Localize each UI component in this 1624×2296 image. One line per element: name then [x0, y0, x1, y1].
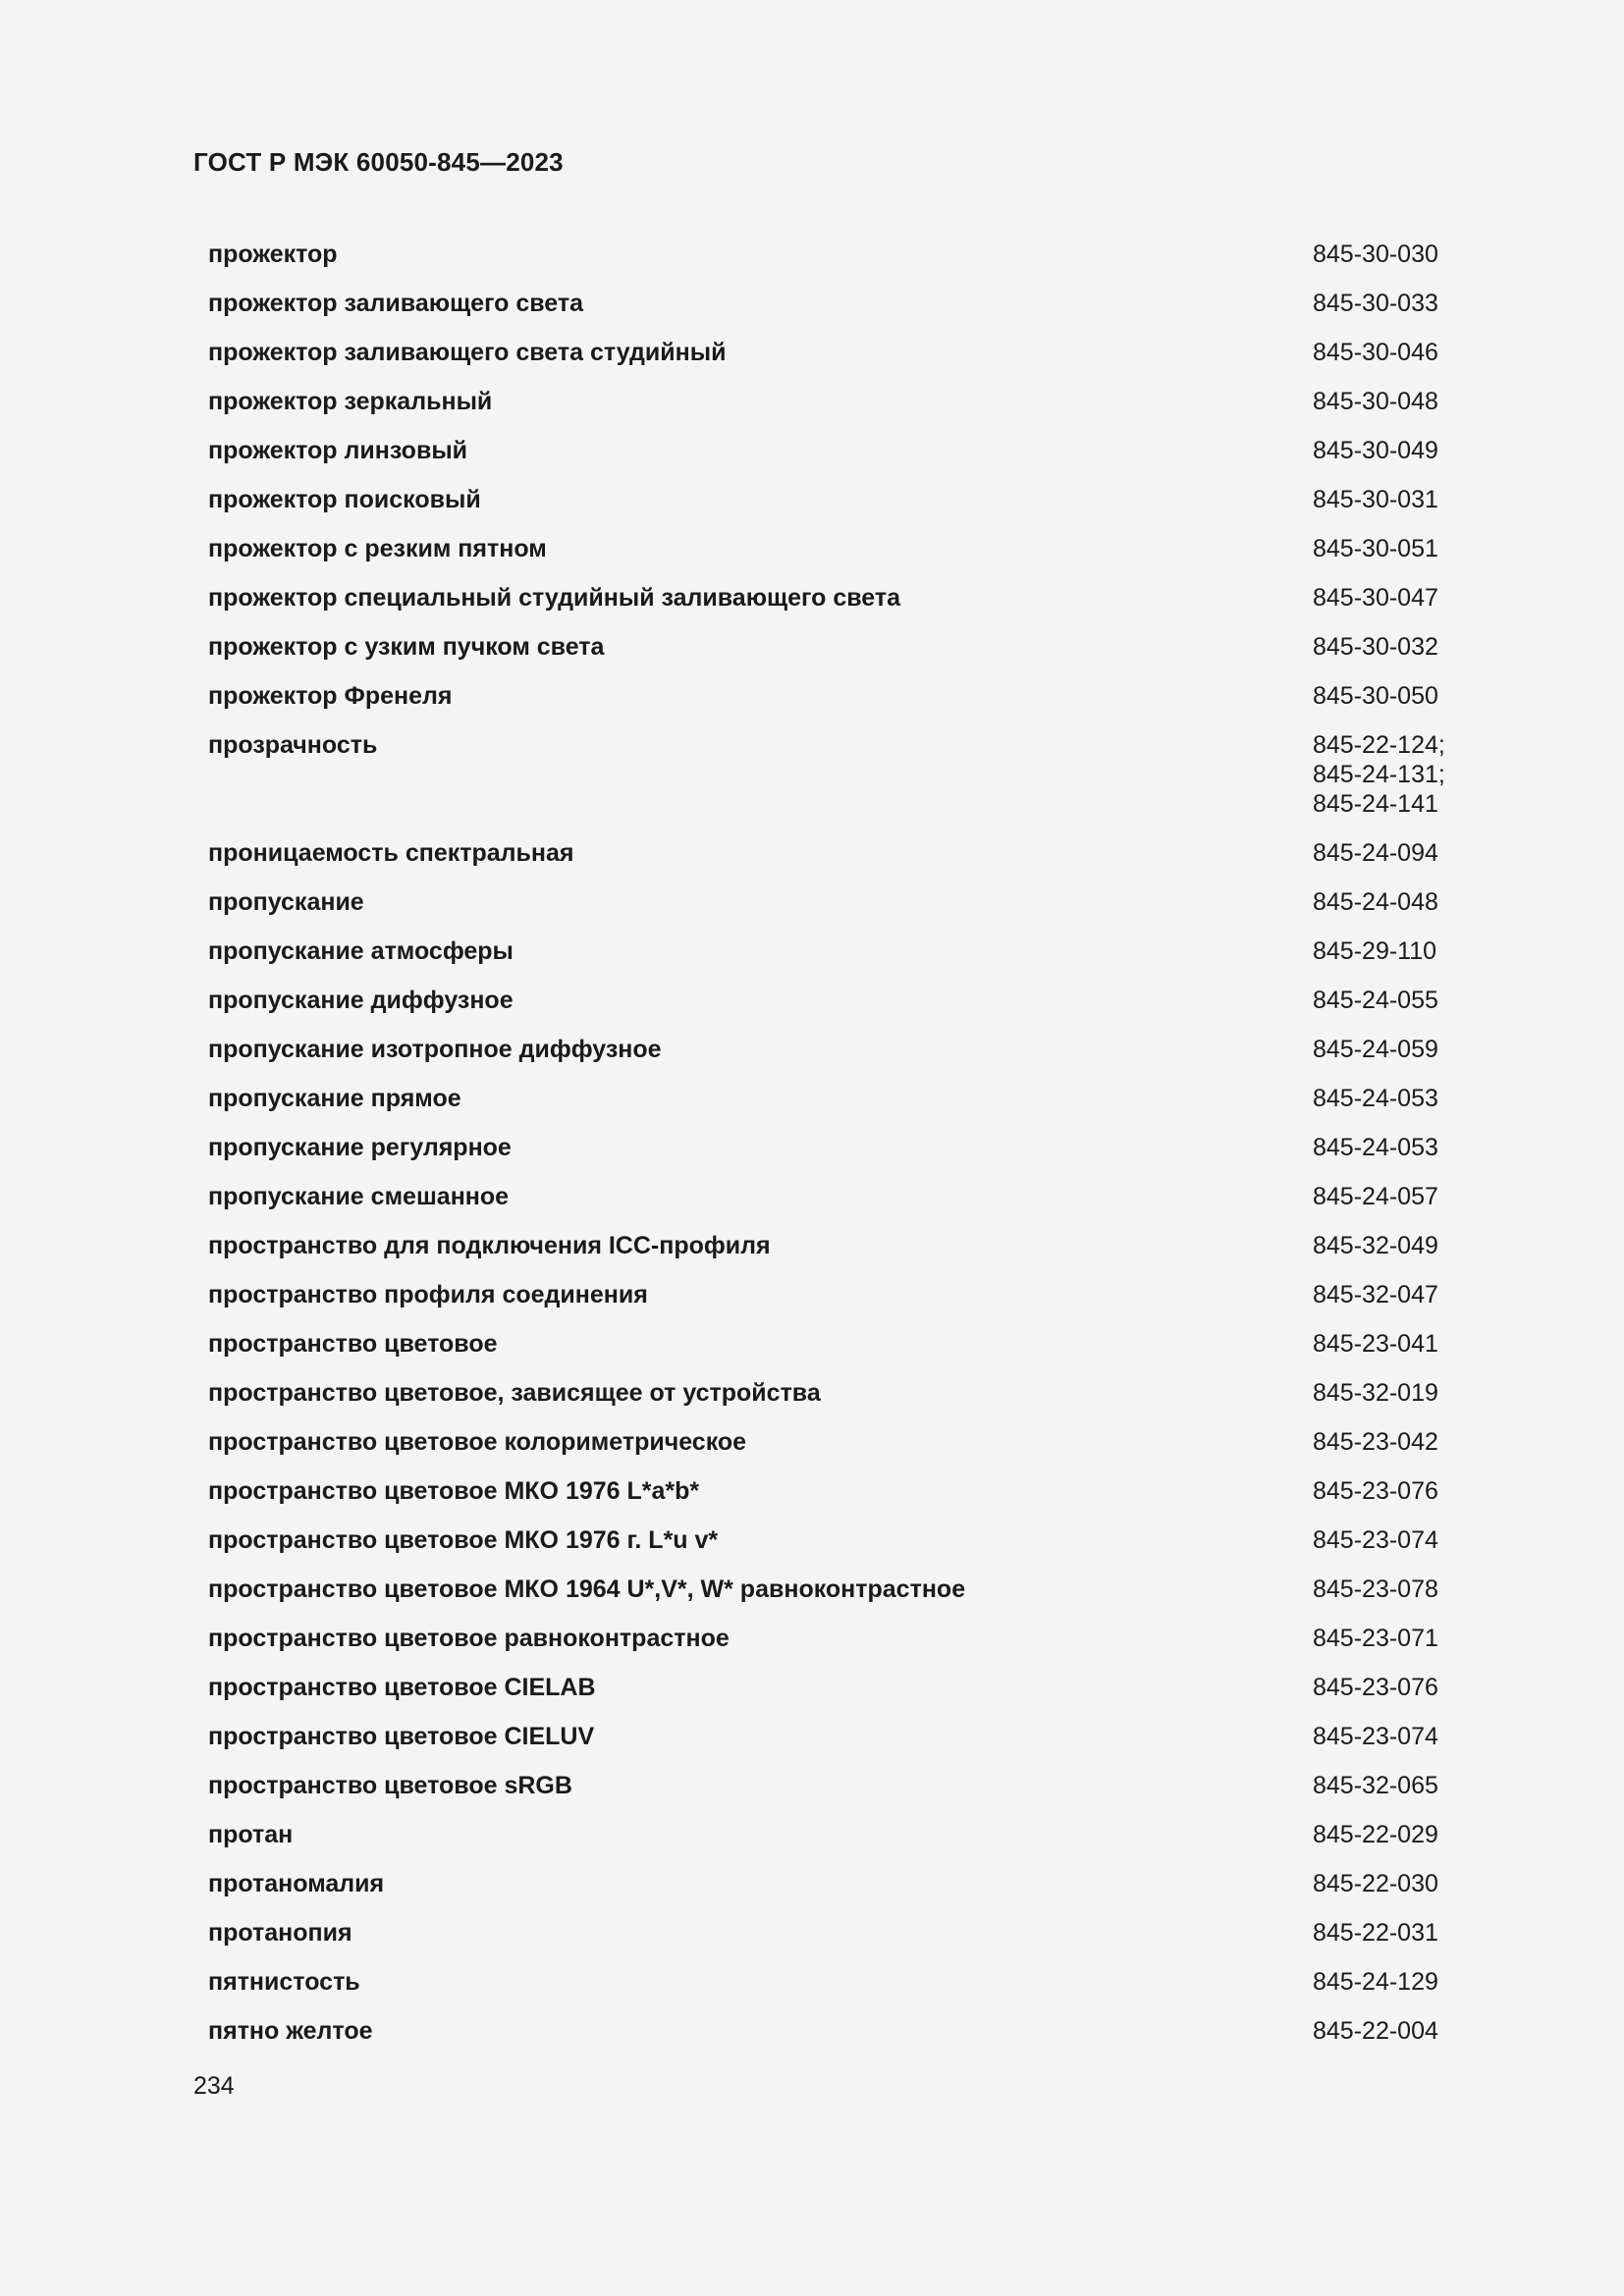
- index-term: пропускание изотропное диффузное: [208, 1036, 662, 1063]
- index-term: прожектор с узким пучком света: [208, 633, 605, 661]
- index-entry: [208, 1133, 1465, 1182]
- index-entry: [208, 730, 1465, 838]
- index-entry: [208, 1673, 1465, 1722]
- index-refs: [1313, 1673, 1438, 1702]
- index-term: пространство для подключения ICC-профиля: [208, 1232, 771, 1259]
- index-ref: 845-24-059: [1313, 1036, 1438, 1063]
- index-ref: 845-30-031: [1313, 486, 1438, 513]
- index-term: прожектор заливающего света студийный: [208, 339, 727, 366]
- index-refs: [1313, 681, 1438, 711]
- index-entry: [208, 1084, 1465, 1133]
- index-entry: [208, 1624, 1465, 1673]
- index-term: пространство цветовое, зависящее от устройства: [208, 1379, 821, 1407]
- index-refs: [1313, 240, 1438, 269]
- index-ref: 845-32-049: [1313, 1232, 1438, 1259]
- index-refs: [1313, 1133, 1438, 1162]
- index-ref: 845-23-076: [1313, 1477, 1438, 1505]
- index-refs: [1313, 887, 1438, 917]
- index-entry: [208, 583, 1465, 632]
- index-term: прозрачность: [208, 731, 378, 759]
- index-refs: [1313, 1329, 1438, 1359]
- index-term: пространство цветовое: [208, 1330, 498, 1358]
- index-ref: 845-30-030: [1313, 240, 1438, 268]
- index-refs: [1313, 534, 1438, 563]
- index-refs: [1313, 436, 1438, 465]
- index-ref: 845-30-047: [1313, 584, 1438, 612]
- index-entry: [208, 936, 1465, 986]
- index-refs: [1313, 583, 1438, 613]
- index-ref: 845-22-004: [1313, 2017, 1438, 2045]
- index-term: прожектор поисковый: [208, 486, 481, 513]
- index-refs: [1313, 1035, 1438, 1064]
- index-entry: [208, 436, 1465, 485]
- index-refs: [1313, 1525, 1438, 1555]
- index-term: пятнистость: [208, 1968, 360, 1996]
- index-ref: 845-30-049: [1313, 437, 1438, 464]
- index-term: пространство цветовое МКО 1976 L*a*b*: [208, 1477, 700, 1505]
- index-entry: [208, 1476, 1465, 1525]
- page-number: 234: [193, 2072, 235, 2100]
- index-refs: [1313, 1280, 1438, 1309]
- index-refs: [1313, 1918, 1438, 1948]
- index-ref: 845-22-031: [1313, 1919, 1438, 1947]
- index-ref: 845-32-065: [1313, 1772, 1438, 1799]
- index-term: пространство цветовое МКО 1976 г. L*u v*: [208, 1526, 719, 1554]
- index-refs: [1313, 2016, 1438, 2046]
- index-entry: [208, 1918, 1465, 1967]
- index-ref: 845-24-053: [1313, 1085, 1438, 1112]
- index-term: прожектор зеркальный: [208, 388, 493, 415]
- index-entry: [208, 1575, 1465, 1624]
- index-refs: [1313, 485, 1438, 514]
- index-term: пропускание атмосферы: [208, 937, 514, 965]
- index-term: пространство цветовое CIELUV: [208, 1723, 595, 1750]
- index-entry: [208, 1035, 1465, 1084]
- index-refs: [1313, 986, 1438, 1015]
- index-term: протан: [208, 1821, 294, 1848]
- index-term: прожектор заливающего света: [208, 290, 584, 317]
- index-ref: 845-32-019: [1313, 1379, 1438, 1407]
- index-term: прожектор Френеля: [208, 682, 453, 710]
- index-refs: [1313, 1378, 1438, 1408]
- index-refs: [1313, 1231, 1438, 1260]
- index-term: проницаемость спектральная: [208, 839, 574, 867]
- index-entry: [208, 485, 1465, 534]
- index-refs: [1313, 1820, 1438, 1849]
- index-ref: 845-23-074: [1313, 1723, 1438, 1750]
- index-term: пятно желтое: [208, 2017, 373, 2045]
- index-entry: [208, 986, 1465, 1035]
- document-header: ГОСТ Р МЭК 60050-845—2023: [193, 147, 564, 177]
- index-term: прожектор специальный студийный заливающего света: [208, 584, 901, 612]
- index-term: пространство цветовое sRGB: [208, 1772, 572, 1799]
- index-term: прожектор линзовый: [208, 437, 468, 464]
- index-term: протаномалия: [208, 1870, 385, 1897]
- index-ref: 845-32-047: [1313, 1281, 1438, 1308]
- index-entry: [208, 1182, 1465, 1231]
- index-term: пропускание: [208, 888, 364, 916]
- index-ref: 845-23-042: [1313, 1428, 1438, 1456]
- index-entry: [208, 1378, 1465, 1427]
- index-ref: 845-30-050: [1313, 682, 1438, 710]
- index-ref: 845-24-048: [1313, 888, 1438, 916]
- index-ref: 845-22-030: [1313, 1870, 1438, 1897]
- index-ref: 845-24-057: [1313, 1183, 1438, 1210]
- index-term: прожектор с резким пятном: [208, 535, 547, 562]
- index-entry: [208, 338, 1465, 387]
- index-ref: 845-30-051: [1313, 535, 1438, 562]
- index-ref: 845-24-053: [1313, 1134, 1438, 1161]
- index-entry: [208, 1231, 1465, 1280]
- index-refs: [1313, 1771, 1438, 1800]
- index-entry: [208, 681, 1465, 730]
- index-entry: [208, 887, 1465, 936]
- index-entry: [208, 534, 1465, 583]
- index-term: пространство профиля соединения: [208, 1281, 648, 1308]
- index-ref: 845-23-078: [1313, 1575, 1438, 1603]
- index-entry: [208, 289, 1465, 338]
- index-entry: [208, 838, 1465, 887]
- index-term: пространство цветовое равноконтрастное: [208, 1625, 730, 1652]
- index-entry: [208, 387, 1465, 436]
- index-entry: [208, 1280, 1465, 1329]
- index-ref: 845-24-055: [1313, 987, 1438, 1014]
- index-refs: [1313, 1182, 1438, 1211]
- index-ref: 845-22-029: [1313, 1821, 1438, 1848]
- index-entry: [208, 1820, 1465, 1869]
- index-ref: 845-30-046: [1313, 339, 1438, 366]
- index-ref: 845-29-110: [1313, 937, 1437, 965]
- index-ref: 845-23-071: [1313, 1625, 1438, 1652]
- index-ref: 845-24-141: [1313, 790, 1438, 818]
- index-refs: [1313, 936, 1436, 966]
- index-term: пространство цветовое CIELAB: [208, 1674, 596, 1701]
- index-refs: [1313, 632, 1438, 662]
- index-term: пропускание прямое: [208, 1085, 461, 1112]
- index-refs: [1313, 1575, 1438, 1604]
- index-ref: 845-23-076: [1313, 1674, 1438, 1701]
- index-ref: 845-24-094: [1313, 839, 1438, 867]
- index-refs: [1313, 1476, 1438, 1506]
- index-refs: [1313, 1624, 1438, 1653]
- term-index-list: [208, 240, 1465, 2065]
- index-ref: 845-22-124;: [1313, 731, 1445, 759]
- index-ref: 845-30-033: [1313, 290, 1438, 317]
- index-entry: [208, 1329, 1465, 1378]
- index-refs: [1313, 838, 1438, 868]
- index-entry: [208, 1967, 1465, 2016]
- index-ref: 845-23-074: [1313, 1526, 1438, 1554]
- index-entry: [208, 632, 1465, 681]
- index-entry: [208, 240, 1465, 289]
- index-term: прожектор: [208, 240, 338, 268]
- index-refs: [1313, 1084, 1438, 1113]
- index-refs: [1313, 289, 1438, 318]
- index-entry: [208, 2016, 1465, 2065]
- index-term: пропускание регулярное: [208, 1134, 512, 1161]
- index-entry: [208, 1869, 1465, 1918]
- index-term: пропускание диффузное: [208, 987, 514, 1014]
- index-ref: 845-24-131;: [1313, 761, 1445, 788]
- index-entry: [208, 1771, 1465, 1820]
- index-refs: [1313, 730, 1445, 819]
- index-term: пропускание смешанное: [208, 1183, 510, 1210]
- index-entry: [208, 1722, 1465, 1771]
- index-ref: 845-24-129: [1313, 1968, 1438, 1996]
- index-term: протанопия: [208, 1919, 352, 1947]
- index-refs: [1313, 338, 1438, 367]
- index-term: пространство цветовое колориметрическое: [208, 1428, 747, 1456]
- index-ref: 845-30-032: [1313, 633, 1438, 661]
- index-ref: 845-23-041: [1313, 1330, 1438, 1358]
- index-entry: [208, 1525, 1465, 1575]
- index-refs: [1313, 1967, 1438, 1997]
- index-term: пространство цветовое МКО 1964 U*,V*, W* равноконтрастное: [208, 1575, 966, 1603]
- index-refs: [1313, 1869, 1438, 1898]
- index-entry: [208, 1427, 1465, 1476]
- index-ref: 845-30-048: [1313, 388, 1438, 415]
- index-refs: [1313, 387, 1438, 416]
- index-refs: [1313, 1722, 1438, 1751]
- index-refs: [1313, 1427, 1438, 1457]
